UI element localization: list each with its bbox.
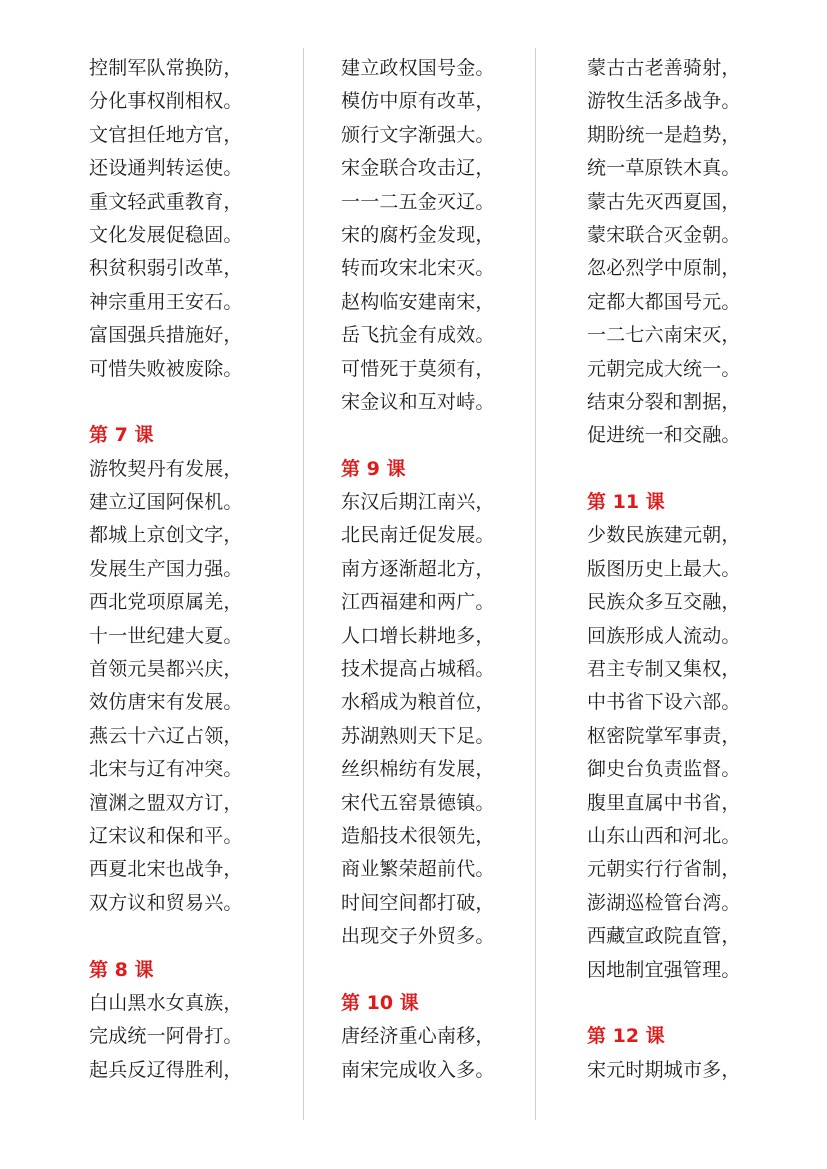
verse-line: 苏湖熟则天下足。 [341,724,495,747]
verse-line: 分化事权削相权。 [89,90,243,113]
verse-line: 颁行文字渐强大。 [341,123,495,146]
verse-line: 宋元时期城市多， [587,1058,741,1081]
verse-line: 发展生产国力强。 [89,557,243,580]
verse-line: 南方逐渐超北方， [341,557,495,580]
verse-line: 蒙古先灭西夏国， [587,190,741,213]
verse-line: 民族众多互交融， [587,591,741,614]
verse-line: 赵构临安建南宋， [341,290,495,313]
verse-line: 期盼统一是趋势， [587,123,741,146]
verse-line: 澶渊之盟双方订， [89,791,243,814]
verse-line: 建立辽国阿保机。 [89,491,243,514]
verse-line: 商业繁荣超前代。 [341,858,495,881]
verse-line: 白山黑水女真族， [89,991,243,1014]
text-column-2 [341,52,541,1087]
verse-line: 都城上京创文字， [89,524,243,547]
verse-line: 首领元昊都兴庆， [89,658,243,681]
verse-line: 北民南迁促发展。 [341,524,495,547]
verse-line: 可惜失败被废除。 [89,357,243,380]
verse-line: 御史台负责监督。 [587,758,741,781]
verse-line: 君主专制又集权， [587,658,741,681]
verse-line: 东汉后期江南兴， [341,491,495,514]
verse-line: 完成统一阿骨打。 [89,1025,243,1048]
verse-line: 神宗重用王安石。 [89,290,243,313]
verse-line: 富国强兵措施好， [89,324,243,347]
section-gap [587,987,787,1020]
verse-line: 十一世纪建大夏。 [89,624,243,647]
verse-line: 起兵反辽得胜利， [89,1058,243,1081]
verse-line: 定都大都国号元。 [587,290,741,313]
verse-line: 元朝完成大统一。 [587,357,741,380]
verse-line: 文化发展促稳固。 [89,223,243,246]
section-gap [341,419,541,452]
verse-line: 宋金议和互对峙。 [341,390,495,413]
verse-line: 效仿唐宋有发展。 [89,691,243,714]
verse-line: 积贫积弱引改革， [89,257,243,280]
verse-line: 一二七六南宋灭， [587,324,741,347]
verse-line: 游牧生活多战争。 [587,90,741,113]
verse-line: 水稻成为粮首位， [341,691,495,714]
verse-line: 可惜死于莫须有， [341,357,495,380]
verse-line: 辽宋议和保和平。 [89,824,243,847]
verse-line: 促进统一和交融。 [587,424,741,447]
verse-line: 蒙宋联合灭金朝。 [587,223,741,246]
verse-line: 腹里直属中书省， [587,791,741,814]
verse-line: 游牧契丹有发展， [89,457,243,480]
section-gap [341,954,541,987]
verse-line: 西北党项原属羌， [89,591,243,614]
verse-line: 唐经济重心南移， [341,1025,495,1048]
verse-line: 岳飞抗金有成效。 [341,324,495,347]
verse-line: 版图历史上最大。 [587,557,741,580]
verse-line: 江西福建和两广。 [341,591,495,614]
verse-line: 元朝实行行省制， [587,858,741,881]
section-gap [89,386,289,419]
verse-line: 西夏北宋也战争， [89,858,243,881]
verse-line: 技术提高占城稻。 [341,658,495,681]
verse-line: 南宋完成收入多。 [341,1058,495,1081]
lesson-heading: 第 11 课 [587,491,665,514]
verse-line: 宋的腐朽金发现， [341,223,495,246]
verse-line: 时间空间都打破， [341,891,495,914]
section-gap [587,453,787,486]
verse-line: 双方议和贸易兴。 [89,891,243,914]
text-column-3 [587,52,787,1087]
verse-line: 燕云十六辽占领， [89,724,243,747]
verse-line: 建立政权国号金。 [341,57,495,79]
section-gap [89,920,289,953]
column-divider [303,48,304,1120]
verse-line: 人口增长耕地多， [341,624,495,647]
verse-line: 忽必烈学中原制， [587,257,741,280]
verse-line: 宋金联合攻击辽， [341,157,495,180]
verse-line: 重文轻武重教育， [89,190,243,213]
verse-line: 枢密院掌军事责， [587,724,741,747]
text-column-1 [89,52,289,1087]
verse-line: 文官担任地方官， [89,123,243,146]
verse-line: 西藏宣政院直管， [587,925,741,948]
verse-line: 蒙古古老善骑射， [587,57,741,79]
verse-line: 造船技术很领先， [341,824,495,847]
verse-line: 模仿中原有改革， [341,90,495,113]
verse-line: 宋代五窑景德镇。 [341,791,495,814]
lesson-heading: 第 12 课 [587,1025,665,1048]
lesson-heading: 第 7 课 [89,424,154,447]
lesson-heading: 第 9 课 [341,457,406,480]
verse-line: 出现交子外贸多。 [341,925,495,948]
verse-line: 因地制宜强管理。 [587,958,741,981]
verse-line: 控制军队常换防， [89,57,243,79]
verse-line: 结束分裂和割据， [587,390,741,413]
verse-line: 少数民族建元朝， [587,524,741,547]
verse-line: 一一二五金灭辽。 [341,190,495,213]
lesson-heading: 第 10 课 [341,991,419,1014]
verse-line: 澎湖巡检管台湾。 [587,891,741,914]
verse-line: 回族形成人流动。 [587,624,741,647]
verse-line: 统一草原铁木真。 [587,157,741,180]
verse-line: 转而攻宋北宋灭。 [341,257,495,280]
verse-line: 北宋与辽有冲突。 [89,758,243,781]
lesson-heading: 第 8 课 [89,958,154,981]
verse-line: 中书省下设六部。 [587,691,741,714]
verse-line: 还设通判转运使。 [89,157,243,180]
verse-line: 山东山西和河北。 [587,824,741,847]
verse-line: 丝织棉纺有发展， [341,758,495,781]
